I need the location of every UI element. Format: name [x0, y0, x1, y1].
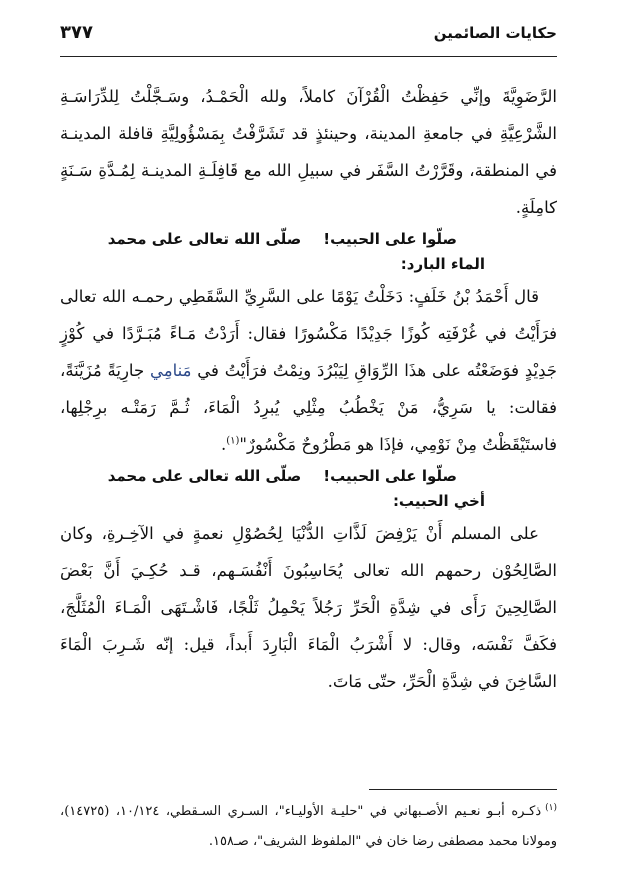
page-number: ٣٧٧	[60, 22, 93, 43]
salawat-line	[60, 226, 557, 252]
running-title: حكايات الصائمين	[433, 24, 557, 42]
footnote-1	[60, 797, 557, 857]
section-heading-cold-water: الماء البارد:	[400, 255, 485, 273]
salawat-response: صلّى الله تعالى على محمد	[107, 467, 302, 485]
footnote-marker: (١)	[545, 802, 557, 813]
page-header	[60, 20, 557, 50]
story-text-part-1: قال أَحْمَدُ بْنُ خَلَفٍ: دَخَلْتُ يَوْمًا على السَّرِيِّ السَّقَطِي رحمـه الله تعالى فرَأَيْتُ في غُرْفَتِه كُوزًا جَدِيْدًا مَكْسُورًا فقال: أَرَدْتُ مَـاءً مُبَـرَّدًا في كُوْزٍ جَدِيْدٍ فوَضَعْتُه على هذَا الرِّوَاقِ لِيَبْرُدَ ونِمْتُ فرَأَيْتُ في	[60, 287, 557, 380]
highlighted-word: مَنامِي	[149, 361, 192, 380]
footnote-reference[interactable]: (١)	[226, 435, 240, 447]
salawat-line	[60, 463, 557, 489]
salawat-response: صلّى الله تعالى على محمد	[107, 230, 302, 248]
page-body	[60, 78, 557, 700]
footnote-divider	[369, 789, 557, 790]
footnotes	[60, 797, 557, 857]
footnote-text: ذكـره أبـو نعـيم الأصـبهاني في "حليـة الأوليـاء"، السـري السـقطي، ١٠/١٢٤، (١٤٧٢٥)، ومولانا محمد مصطفى رضا خان في "الملفوظ الشريف"، صـ١٥٨.	[60, 804, 557, 849]
salawat-call: صلّوا على الحبيب!	[323, 230, 457, 248]
story-text-end: .	[220, 435, 227, 454]
section-heading-dear-brother: أخي الحبيب:	[392, 492, 485, 510]
paragraph-opening: الرَّضَوِيَّةَ وإنِّي حَفِظْتُ الْقُرْآنَ كاملاً، ولله الْحَمْـدُ، وسَـجَّلْتُ لِلدِّرَاسَـةِ الشَّرْعِيَّةِ في جامعةِ المدينة، وحينئذٍ قد تَشَرَّفْتُ بِمَسْؤُولِيَّةِ قافلة المدينـة في المنطقة، وقَرَّرْتُ السَّفَر في سبيلِ الله مع قَافِلَـةِ المدينـة لِمُـدَّةِ سَـنَةٍ كامِلَةٍ.	[60, 87, 557, 217]
paragraph-cold-water-story	[60, 278, 557, 463]
story-text-part-2: جارِيَةً مُزَيَّنَةً، فقالت: يا سَرِيُّ، مَنْ يَخْطُبُ مِثْلِي يُبرِدُ الْمَاءَ، ثُـمَّ رَمَتْـه برِجْلِها، فاستَيْقَظْتُ مِنْ نَوْمِي، فإذَا هو مَطْرُوحٌ مَكْسُورٌ"	[60, 361, 557, 454]
header-divider	[60, 56, 557, 57]
paragraph-dear-brother: على المسلم أَنْ يَرْفِضَ لَذَّاتِ الدُّنْيَا لِحُصُوْلِ نعمةٍ في الآخِـرةِ، وكان الصَّالِحُوْن رحمهم الله تعالى يُحَاسِبُونَ أَنْفُسَـهم، قـد حُكِـيَ أَنَّ بَعْضَ الصَّالِحِينَ رَأَى في شِدَّةِ الْحَرِّ رَجُلاً يَحْمِلُ ثَلْجًا، فَاشْـتَهَى الْمَـاءَ الْمُثَلَّجَ، فكَفَّ نَفْسَه، وقال: لا أَشْرَبُ الْمَاءَ الْبَارِدَ أَبداً، قيل: إنّه شَـرِبَ الْمَاءَ السَّاخِنَ في شِدَّةِ الْحَرِّ، حتّى مَاتَ.	[60, 524, 557, 691]
salawat-call: صلّوا على الحبيب!	[323, 467, 457, 485]
